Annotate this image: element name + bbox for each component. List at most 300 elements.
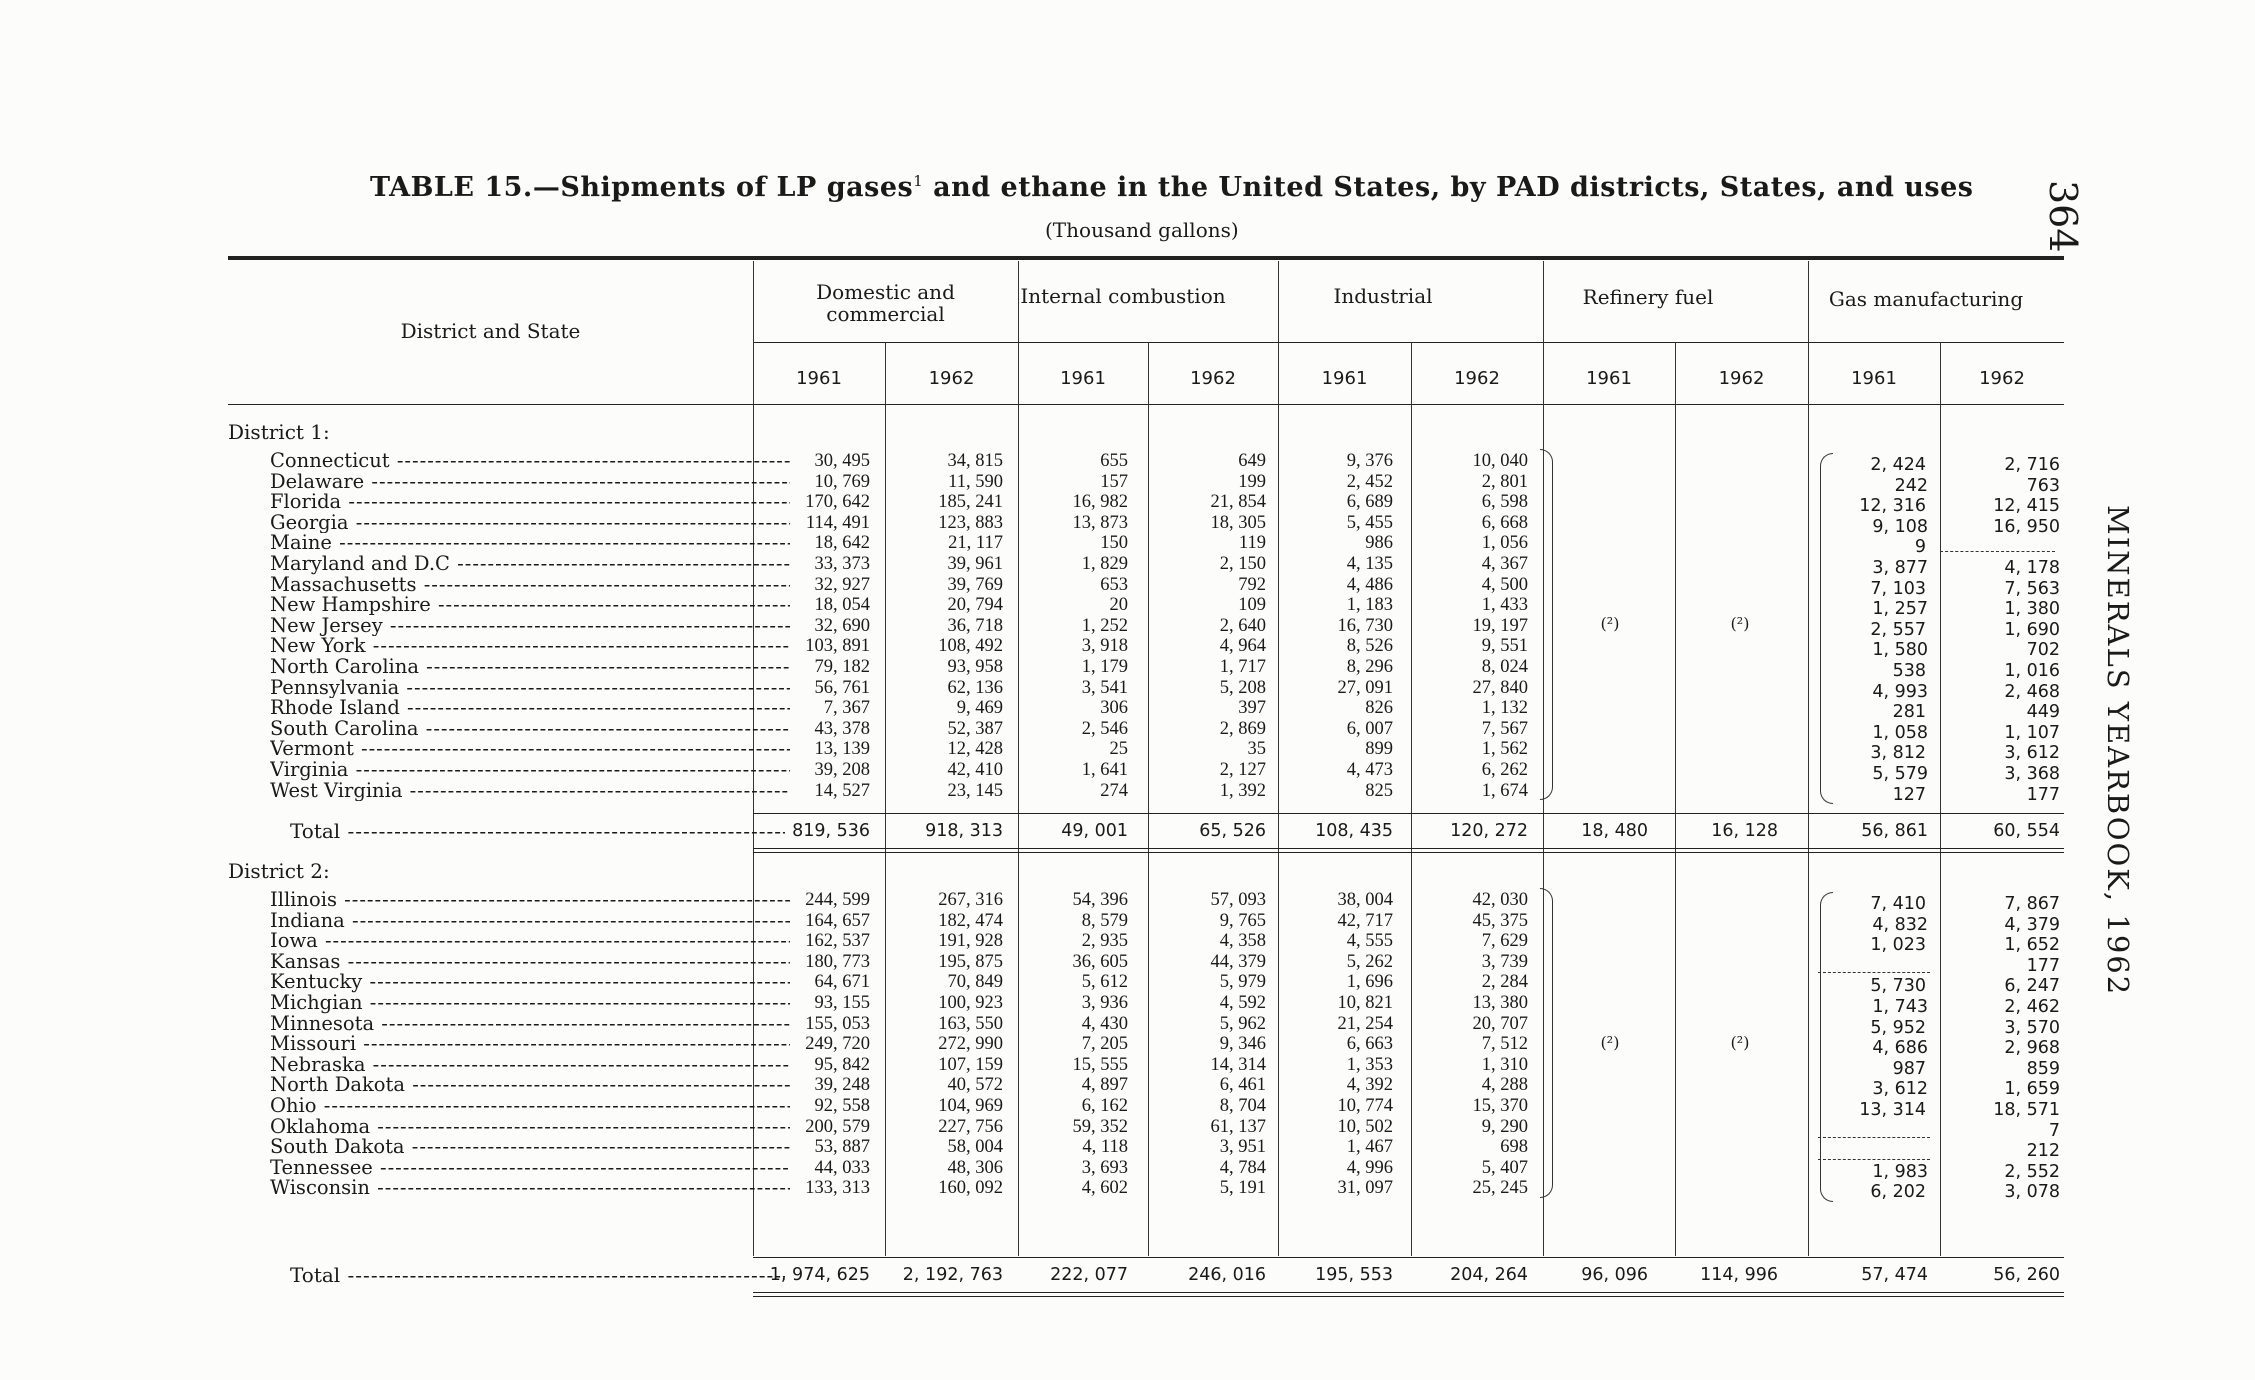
data-cell: 1, 016 <box>2004 661 2060 681</box>
data-cell: 4, 118 <box>1082 1137 1128 1158</box>
data-cell: 38, 004 <box>1337 890 1393 910</box>
state-label: Minnesota ----- <box>270 1014 790 1035</box>
title-footnote-mark: 1 <box>913 172 924 190</box>
data-cell: 7, 867 <box>2004 894 2060 914</box>
data-cell: 52, 387 <box>947 718 1003 739</box>
data-cell: 20 <box>1109 595 1128 616</box>
data-cell: 7, 567 <box>1481 718 1528 739</box>
stub-header: District and State <box>400 319 581 343</box>
year-header: 1961 <box>796 368 842 389</box>
data-cell: 15, 555 <box>1072 1054 1128 1075</box>
data-cell: 8, 579 <box>1081 910 1128 931</box>
data-cell: 4, 897 <box>1081 1075 1128 1096</box>
total-cell: 56, 260 <box>1993 1265 2060 1285</box>
data-cell: 123, 883 <box>938 512 1003 533</box>
shipments-table <box>228 256 2064 1286</box>
data-cell: 1, 580 <box>1872 640 1928 661</box>
data-cell: 1, 252 <box>1081 615 1128 636</box>
data-cell: 3, 739 <box>1481 951 1528 972</box>
data-cell: 2, 546 <box>1081 718 1128 739</box>
data-cell: 16, 982 <box>1072 492 1128 513</box>
table-title: TABLE 15.—Shipments of LP gases$^1$ and ethane in the United States, by PAD districts, States, and uses <box>370 172 1974 203</box>
data-cell: 397 <box>1238 698 1266 719</box>
data-cell: 133, 313 <box>805 1178 870 1199</box>
data-cell: 200, 579 <box>805 1116 870 1137</box>
data-cell: 1, 257 <box>1872 599 1928 620</box>
data-cell: 35 <box>1247 739 1266 760</box>
data-cell: 12, 428 <box>947 739 1003 760</box>
data-cell: 4, 486 <box>1346 574 1393 595</box>
data-cell: 5, 208 <box>1219 677 1266 698</box>
data-cell: 16, 730 <box>1337 615 1393 636</box>
data-cell: 18, 571 <box>1993 1100 2060 1120</box>
data-cell: 1, 983 <box>1872 1161 1928 1182</box>
data-cell: 1, 829 <box>1081 554 1128 574</box>
data-cell: 180, 773 <box>805 951 870 972</box>
data-cell: 272, 990 <box>938 1034 1003 1055</box>
data-cell: 4, 379 <box>2004 914 2060 935</box>
data-cell: 4, 430 <box>1081 1013 1128 1034</box>
state-label: Kentucky ----- <box>270 972 790 993</box>
data-cell: 32, 927 <box>814 574 870 595</box>
data-cell: 212 <box>2026 1141 2060 1162</box>
data-cell: 1, 696 <box>1346 972 1393 993</box>
data-cell: 164, 657 <box>805 910 870 931</box>
state-label: Pennsylvania ----- <box>270 678 790 699</box>
data-cell: 58, 004 <box>947 1137 1003 1158</box>
data-cell: 7 <box>2048 1120 2060 1141</box>
data-cell: 103, 891 <box>805 636 870 657</box>
data-cell: 4, 392 <box>1346 1075 1393 1096</box>
data-cell: 4, 832 <box>1872 914 1928 935</box>
total-top-rule <box>753 1257 2064 1258</box>
total-cell: 918, 313 <box>925 821 1003 841</box>
total-label: Total ----- <box>290 821 785 842</box>
data-cell: 2, 716 <box>2004 455 2060 475</box>
data-cell: 10, 774 <box>1337 1096 1393 1116</box>
data-cell: 986 <box>1365 533 1393 554</box>
data-cell: 9, 108 <box>1872 516 1928 537</box>
data-cell: 56, 761 <box>814 677 870 698</box>
district-label: District 2: <box>228 859 330 883</box>
data-cell: 157 <box>1100 471 1128 492</box>
year-header: 1962 <box>1979 368 2025 389</box>
data-cell: 306 <box>1100 698 1128 719</box>
year-header: 1962 <box>1190 368 1236 389</box>
data-cell: 12, 316 <box>1859 496 1926 517</box>
total-cell: 222, 077 <box>1050 1265 1128 1285</box>
total-top-rule <box>753 813 2064 814</box>
data-cell: 792 <box>1238 574 1266 595</box>
state-label: Delaware ----- <box>270 472 790 493</box>
data-cell: 4, 784 <box>1219 1157 1266 1178</box>
data-cell: 2, 452 <box>1346 471 1393 492</box>
brace <box>1820 453 1833 629</box>
data-cell: 15, 370 <box>1472 1096 1528 1116</box>
state-label: West Virginia ----- <box>270 781 790 802</box>
data-cell: 45, 375 <box>1472 910 1528 931</box>
state-label: South Dakota ----- <box>270 1137 790 1158</box>
data-cell: 1, 310 <box>1481 1054 1528 1075</box>
footnote-mark: (²) <box>1730 614 1750 634</box>
data-cell: 4, 996 <box>1346 1157 1393 1178</box>
data-cell: 2, 552 <box>2004 1161 2060 1182</box>
data-cell: 12, 415 <box>1993 496 2060 517</box>
data-cell: 1, 743 <box>1872 997 1928 1017</box>
data-cell: 42, 717 <box>1337 910 1393 931</box>
brace <box>1540 888 1553 1044</box>
data-cell: 5, 612 <box>1081 972 1128 993</box>
data-cell: 163, 550 <box>938 1013 1003 1034</box>
state-label: Michgian ----- <box>270 993 790 1014</box>
state-label: New Hampshire ----- <box>270 595 790 616</box>
data-cell: 249, 720 <box>805 1034 870 1055</box>
state-label: Vermont ----- <box>270 739 790 760</box>
data-cell: 59, 352 <box>1072 1116 1128 1137</box>
total-bottom-rule <box>753 1296 2064 1297</box>
data-cell: 5, 407 <box>1481 1157 1528 1178</box>
data-cell: 1, 183 <box>1346 595 1393 616</box>
data-cell: 1, 433 <box>1481 595 1528 616</box>
total-bottom-rule <box>753 848 2064 849</box>
data-cell: 281 <box>1892 702 1926 723</box>
data-cell: 48, 306 <box>947 1157 1003 1178</box>
total-cell: 120, 272 <box>1450 821 1528 841</box>
dash-placeholder <box>1818 1159 1930 1160</box>
data-cell: 107, 159 <box>938 1054 1003 1075</box>
year-header: 1961 <box>1060 368 1106 389</box>
data-cell: 195, 875 <box>938 951 1003 972</box>
data-cell: 36, 605 <box>1072 951 1128 972</box>
data-cell: 54, 396 <box>1072 890 1128 910</box>
data-cell: 826 <box>1365 698 1393 719</box>
dash-placeholder <box>1818 972 1930 973</box>
data-cell: 7, 367 <box>823 698 870 719</box>
total-cell: 57, 474 <box>1861 1265 1928 1285</box>
data-cell: 170, 642 <box>805 492 870 513</box>
data-cell: 31, 097 <box>1337 1178 1393 1199</box>
data-cell: 70, 849 <box>947 972 1003 993</box>
total-cell: 2, 192, 763 <box>902 1265 1003 1285</box>
data-cell: 1, 023 <box>1870 935 1926 956</box>
data-cell: 3, 541 <box>1081 677 1128 698</box>
state-label: Wisconsin ----- <box>270 1178 790 1199</box>
table-units: (Thousand gallons) <box>1045 218 1239 242</box>
data-cell: 43, 378 <box>814 718 870 739</box>
data-cell: 7, 563 <box>2004 578 2060 599</box>
data-cell: 36, 718 <box>947 615 1003 636</box>
data-cell: 44, 033 <box>814 1157 870 1178</box>
data-cell: 30, 495 <box>814 451 870 471</box>
data-cell: 538 <box>1892 661 1926 681</box>
data-cell: 150 <box>1100 533 1128 554</box>
data-cell: 10, 502 <box>1337 1116 1393 1137</box>
data-cell: 16, 950 <box>1993 516 2060 537</box>
data-cell: 42, 410 <box>947 760 1003 780</box>
data-cell: 13, 873 <box>1072 512 1128 533</box>
state-label: New York ----- <box>270 636 790 657</box>
data-cell: 4, 358 <box>1219 931 1266 952</box>
data-cell: 109 <box>1238 595 1266 616</box>
data-cell: 2, 462 <box>2004 997 2060 1017</box>
data-cell: 1, 392 <box>1219 780 1266 801</box>
state-label: North Carolina ----- <box>270 657 790 678</box>
data-cell: 10, 040 <box>1472 451 1528 471</box>
data-cell: 34, 815 <box>947 451 1003 471</box>
brace <box>1540 624 1553 800</box>
data-cell: 1, 467 <box>1346 1137 1393 1158</box>
data-cell: 2, 424 <box>1870 455 1926 475</box>
data-cell: 27, 091 <box>1337 677 1393 698</box>
data-cell: 3, 693 <box>1081 1157 1128 1178</box>
data-cell: 4, 592 <box>1219 993 1266 1013</box>
data-cell: 825 <box>1365 780 1393 801</box>
data-cell: 4, 135 <box>1346 554 1393 574</box>
data-cell: 79, 182 <box>814 657 870 677</box>
data-cell: 4, 555 <box>1346 931 1393 952</box>
brace <box>1820 892 1833 1048</box>
data-cell: 267, 316 <box>938 890 1003 910</box>
data-cell: 244, 599 <box>805 890 870 910</box>
total-bottom-rule <box>753 852 2064 853</box>
data-cell: 185, 241 <box>938 492 1003 513</box>
state-label: Iowa ----- <box>270 931 790 952</box>
data-cell: 8, 296 <box>1346 657 1393 677</box>
state-label: North Dakota ----- <box>270 1075 790 1096</box>
data-cell: 32, 690 <box>814 615 870 636</box>
total-cell: 195, 553 <box>1315 1265 1393 1285</box>
data-cell: 13, 314 <box>1859 1100 1926 1120</box>
data-cell: 39, 961 <box>947 554 1003 574</box>
data-cell: 3, 612 <box>2004 743 2060 764</box>
data-cell: 5, 730 <box>1870 976 1926 997</box>
data-cell: 3, 936 <box>1081 993 1128 1013</box>
data-cell: 6, 663 <box>1346 1034 1393 1055</box>
data-cell: 10, 769 <box>814 471 870 492</box>
total-cell: 819, 536 <box>792 821 870 841</box>
data-cell: 13, 139 <box>814 739 870 760</box>
data-cell: 92, 558 <box>814 1096 870 1116</box>
data-cell: 1, 179 <box>1081 657 1128 677</box>
total-cell: 18, 480 <box>1581 821 1648 841</box>
data-cell: 14, 314 <box>1210 1054 1266 1075</box>
data-cell: 7, 512 <box>1481 1034 1528 1055</box>
data-cell: 2, 640 <box>1219 615 1266 636</box>
data-cell: 2, 468 <box>2004 681 2060 702</box>
total-label: Total ----- <box>290 1265 785 1286</box>
data-cell: 3, 368 <box>2004 764 2060 784</box>
data-cell: 4, 473 <box>1346 760 1393 780</box>
state-label: New Jersey ----- <box>270 616 790 637</box>
data-cell: 2, 557 <box>1870 619 1926 640</box>
data-cell: 8, 024 <box>1481 657 1528 677</box>
data-cell: 9 <box>1914 537 1926 558</box>
data-cell: 2, 150 <box>1219 554 1266 574</box>
data-cell: 39, 248 <box>814 1075 870 1096</box>
brace <box>1540 449 1553 625</box>
data-cell: 763 <box>2026 475 2060 496</box>
state-label: Virginia ----- <box>270 760 790 781</box>
total-cell: 1, 974, 625 <box>769 1265 870 1285</box>
data-cell: 9, 469 <box>956 698 1003 719</box>
data-cell: 40, 572 <box>947 1075 1003 1096</box>
group-header-gas-manufacturing: Gas manufacturing <box>1828 287 2024 311</box>
data-cell: 653 <box>1100 574 1128 595</box>
year-header: 1961 <box>1851 368 1897 389</box>
data-cell: 1, 717 <box>1219 657 1266 677</box>
data-cell: 53, 887 <box>814 1137 870 1158</box>
year-header: 1961 <box>1586 368 1632 389</box>
state-label: Rhode Island ----- <box>270 698 790 719</box>
data-cell: 2, 127 <box>1219 760 1266 780</box>
data-cell: 3, 951 <box>1219 1137 1266 1158</box>
data-cell: 6, 162 <box>1081 1096 1128 1116</box>
data-cell: 21, 117 <box>948 533 1003 554</box>
data-cell: 3, 877 <box>1872 558 1928 578</box>
state-label: Massachusetts ----- <box>270 575 790 596</box>
data-cell: 1, 058 <box>1872 722 1928 743</box>
data-cell: 4, 602 <box>1081 1178 1128 1199</box>
total-cell: 49, 001 <box>1061 821 1128 841</box>
year-header: 1962 <box>928 368 975 389</box>
data-cell: 14, 527 <box>814 780 870 801</box>
data-cell: 20, 794 <box>947 595 1003 616</box>
total-cell: 65, 526 <box>1199 821 1266 841</box>
state-label: Tennessee ----- <box>270 1158 790 1179</box>
data-cell: 655 <box>1100 451 1128 471</box>
year-header-rule <box>228 404 2064 405</box>
data-cell: 2, 968 <box>2004 1038 2060 1059</box>
group-header-domestic: Domestic and commercial <box>816 280 955 326</box>
data-cell: 859 <box>2026 1058 2060 1079</box>
data-cell: 9, 346 <box>1219 1034 1266 1055</box>
year-header: 1962 <box>1454 368 1500 389</box>
state-label: Missouri ----- <box>270 1034 790 1055</box>
total-cell: 204, 264 <box>1450 1265 1528 1285</box>
data-cell: 104, 969 <box>938 1096 1003 1116</box>
data-cell: 21, 854 <box>1210 492 1266 513</box>
data-cell: 6, 689 <box>1346 492 1393 513</box>
data-cell: 2, 284 <box>1481 972 1528 993</box>
data-cell: 1, 690 <box>2004 619 2060 640</box>
data-cell: 7, 410 <box>1870 894 1926 914</box>
data-cell: 61, 137 <box>1210 1116 1266 1137</box>
data-cell: 100, 923 <box>938 993 1003 1013</box>
data-cell: 10, 821 <box>1337 993 1393 1013</box>
dash-placeholder <box>1940 551 2055 552</box>
total-cell: 16, 128 <box>1711 821 1778 841</box>
data-cell: 4, 367 <box>1481 554 1528 574</box>
data-cell: 5, 579 <box>1872 764 1928 784</box>
group-header-internal-combustion: Internal combustion <box>1020 284 1226 308</box>
data-cell: 4, 288 <box>1481 1075 1528 1096</box>
state-label: Oklahoma ----- <box>270 1117 790 1138</box>
year-header: 1962 <box>1718 368 1765 389</box>
state-label: Ohio ----- <box>270 1096 790 1117</box>
data-cell: 6, 668 <box>1481 512 1528 533</box>
group-header-rule <box>753 342 2064 343</box>
data-cell: 9, 290 <box>1481 1116 1528 1137</box>
data-cell: 177 <box>2026 955 2060 976</box>
data-cell: 191, 928 <box>938 931 1003 952</box>
data-cell: 3, 078 <box>2004 1182 2060 1203</box>
total-cell: 246, 016 <box>1188 1265 1266 1285</box>
data-cell: 93, 155 <box>814 993 870 1013</box>
data-cell: 6, 598 <box>1481 492 1528 513</box>
running-head: MINERALS YEARBOOK, 1962 <box>2101 505 2135 997</box>
data-cell: 1, 652 <box>2004 935 2060 956</box>
data-cell: 9, 376 <box>1346 451 1393 471</box>
data-cell: 2, 801 <box>1481 471 1528 492</box>
data-cell: 93, 958 <box>947 657 1003 677</box>
group-header-industrial: Industrial <box>1333 284 1433 308</box>
district-label: District 1: <box>228 420 330 444</box>
data-cell: 3, 570 <box>2004 1017 2060 1038</box>
brace <box>1540 1043 1553 1199</box>
data-cell: 8, 526 <box>1346 636 1393 657</box>
data-cell: 899 <box>1365 739 1393 760</box>
data-cell: 39, 208 <box>814 760 870 780</box>
data-cell: 6, 262 <box>1481 760 1528 780</box>
data-cell: 274 <box>1100 780 1128 801</box>
data-cell: 18, 305 <box>1210 512 1266 533</box>
data-cell: 8, 704 <box>1219 1096 1266 1116</box>
data-cell: 702 <box>2026 640 2060 661</box>
state-label: Florida ----- <box>270 492 790 513</box>
data-cell: 57, 093 <box>1210 890 1266 910</box>
data-cell: 2, 869 <box>1219 718 1266 739</box>
data-cell: 1, 132 <box>1481 698 1528 719</box>
state-label: Maryland and D.C ----- <box>270 554 790 575</box>
data-cell: 21, 254 <box>1337 1013 1393 1034</box>
footnote-mark: (²) <box>1600 1032 1620 1052</box>
data-cell: 114, 491 <box>805 512 870 533</box>
group-header-refinery-fuel: Refinery fuel <box>1582 285 1714 309</box>
state-label: Kansas ----- <box>270 952 790 973</box>
data-cell: 5, 262 <box>1346 951 1393 972</box>
data-cell: 39, 769 <box>947 574 1003 595</box>
data-cell: 3, 918 <box>1081 636 1128 657</box>
state-label: Maine ----- <box>270 533 790 554</box>
state-label: South Carolina ----- <box>270 719 790 740</box>
data-cell: 18, 054 <box>814 595 870 616</box>
data-cell: 1, 641 <box>1081 760 1128 780</box>
year-header: 1961 <box>1321 368 1368 389</box>
data-cell: 4, 993 <box>1872 681 1928 702</box>
data-cell: 13, 380 <box>1472 993 1528 1013</box>
data-cell: 3, 812 <box>1870 743 1926 764</box>
data-cell: 5, 952 <box>1870 1017 1926 1038</box>
state-label: Illinois ----- <box>270 890 790 911</box>
total-cell: 60, 554 <box>1993 821 2060 841</box>
data-cell: 33, 373 <box>814 554 870 574</box>
data-cell: 64, 671 <box>814 972 870 993</box>
data-cell: 155, 053 <box>805 1013 870 1034</box>
data-cell: 987 <box>1892 1058 1926 1079</box>
footnote-mark: (²) <box>1730 1032 1750 1052</box>
data-cell: 4, 178 <box>2004 558 2060 578</box>
data-cell: 6, 007 <box>1346 718 1393 739</box>
data-cell: 9, 765 <box>1219 910 1266 931</box>
data-cell: 44, 379 <box>1210 951 1266 972</box>
data-cell: 242 <box>1894 475 1928 496</box>
data-cell: 7, 103 <box>1870 578 1926 599</box>
state-label: Indiana ----- <box>270 911 790 932</box>
data-cell: 1, 674 <box>1481 780 1528 801</box>
footnote-mark: (²) <box>1600 614 1620 634</box>
data-cell: 11, 590 <box>948 471 1003 492</box>
data-cell: 698 <box>1500 1137 1528 1158</box>
